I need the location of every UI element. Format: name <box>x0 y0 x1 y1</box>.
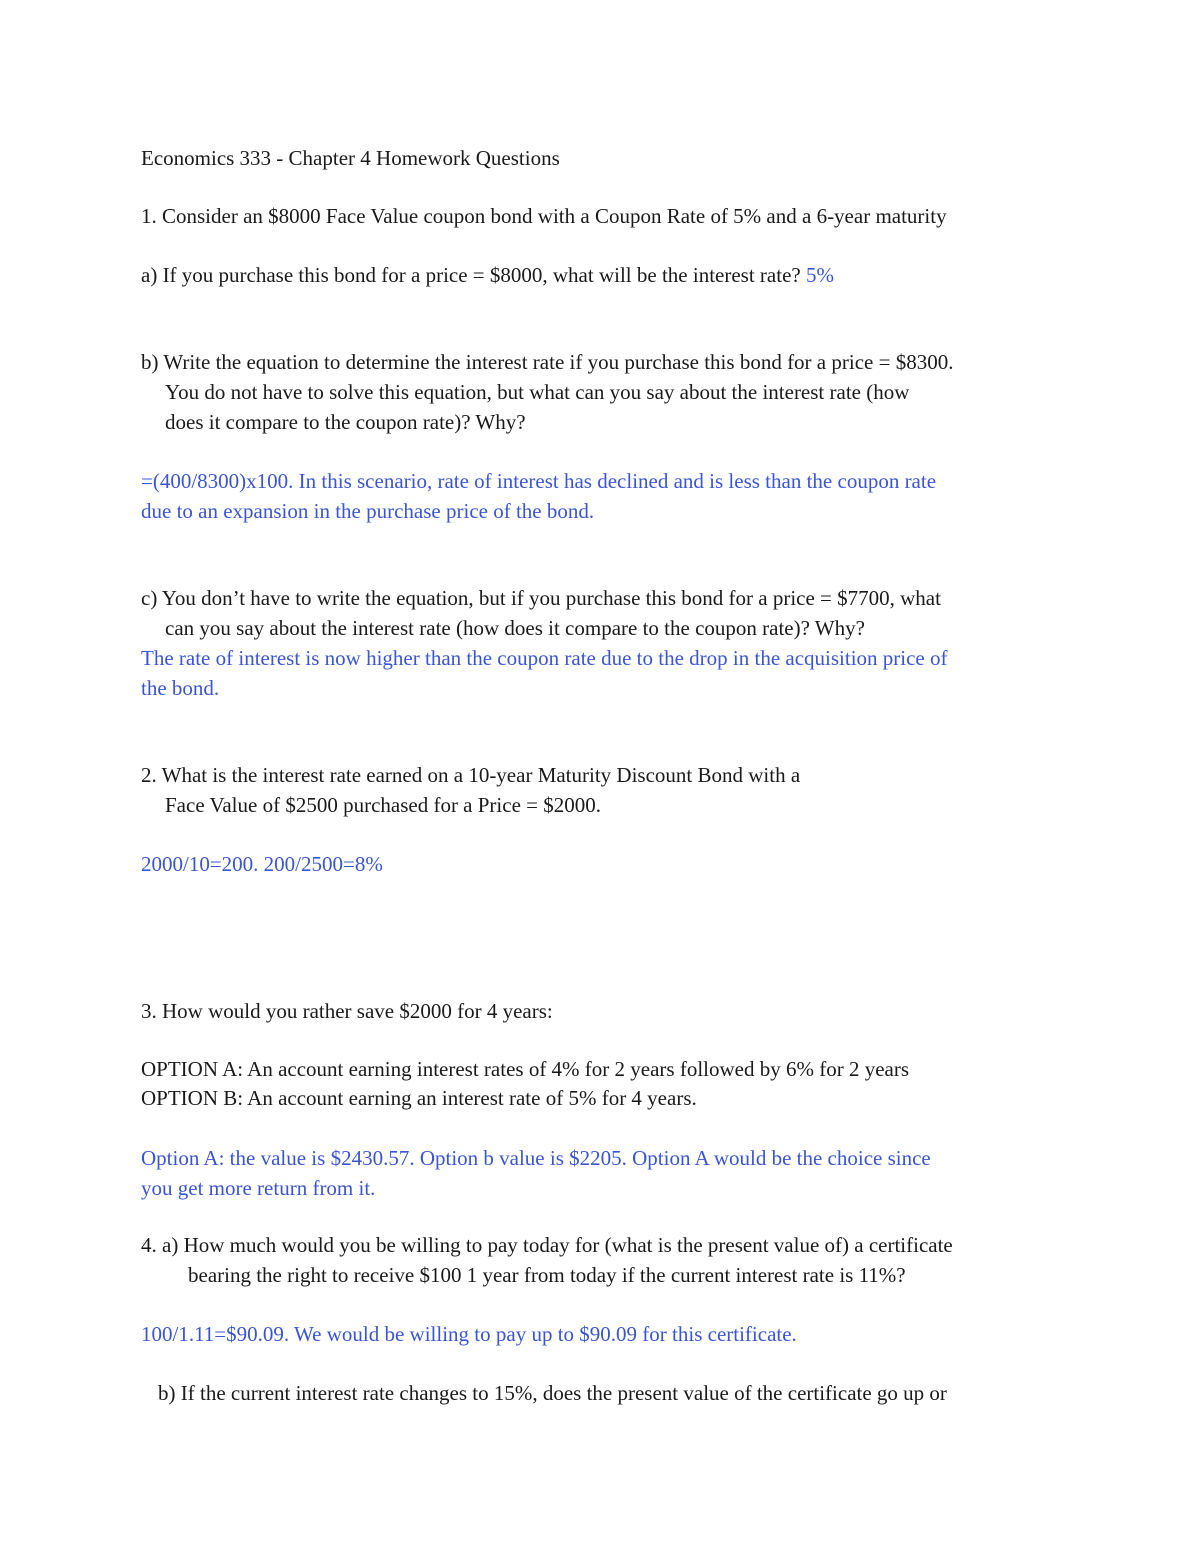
question-4a-line-2: bearing the right to receive $100 1 year from today if the current interest rate is 11%? <box>188 1263 906 1287</box>
question-1c-line-2: can you say about the interest rate (how does it compare to the coupon rate)? Why? <box>165 616 865 640</box>
option-a: OPTION A: An account earning interest rates of 4% for 2 years followed by 6% for 2 years <box>141 1057 910 1081</box>
question-1-stem: 1. Consider an $8000 Face Value coupon bond with a Coupon Rate of 5% and a 6-year maturity <box>141 204 947 228</box>
answer-1b-line-1: =(400/8300)x100. In this scenario, rate of interest has declined and is less than the coupon rate <box>141 469 937 493</box>
answer-2: 2000/10=200. 200/2500=8% <box>141 852 383 876</box>
answer-1c-line-1: The rate of interest is now higher than the coupon rate due to the drop in the acquisition price of <box>141 646 948 670</box>
answer-1c-line-2: the bond. <box>141 676 220 700</box>
answer-3-line-2: you get more return from it. <box>141 1176 376 1200</box>
answer-1a: 5% <box>805 263 834 287</box>
question-3: 3. How would you rather save $2000 for 4 years: <box>141 999 553 1023</box>
answer-1b-line-2: due to an expansion in the purchase price of the bond. <box>141 499 595 523</box>
question-1a <box>141 260 834 290</box>
option-b: OPTION B: An account earning an interest rate of 5% for 4 years. <box>141 1086 697 1110</box>
answer-4a: 100/1.11=$90.09. We would be willing to pay up to $90.09 for this certificate. <box>141 1322 797 1346</box>
question-1b-line-2: You do not have to solve this equation, but what can you say about the interest rate (how <box>165 380 910 404</box>
question-4a-line-1: 4. a) How much would you be willing to pay today for (what is the present value of) a certificate <box>141 1233 953 1257</box>
question-2-line-2: Face Value of $2500 purchased for a Price = $2000. <box>165 793 601 817</box>
question-2-line-1: 2. What is the interest rate earned on a 10-year Maturity Discount Bond with a <box>141 763 801 787</box>
question-1a-text: a) If you purchase this bond for a price = $8000, what will be the interest rate? <box>141 263 801 287</box>
question-1b-line-3: does it compare to the coupon rate)? Why? <box>165 410 526 434</box>
question-1b-line-1: b) Write the equation to determine the interest rate if you purchase this bond for a price = $8300. <box>141 350 954 374</box>
question-4b: b) If the current interest rate changes to 15%, does the present value of the certificate go up or <box>158 1381 947 1405</box>
answer-3-line-1: Option A: the value is $2430.57. Option b value is $2205. Option A would be the choice since <box>141 1146 931 1170</box>
document-title: Economics 333 - Chapter 4 Homework Questions <box>141 146 560 170</box>
question-1c-line-1: c) You don’t have to write the equation, but if you purchase this bond for a price = $7700, what <box>141 586 941 610</box>
